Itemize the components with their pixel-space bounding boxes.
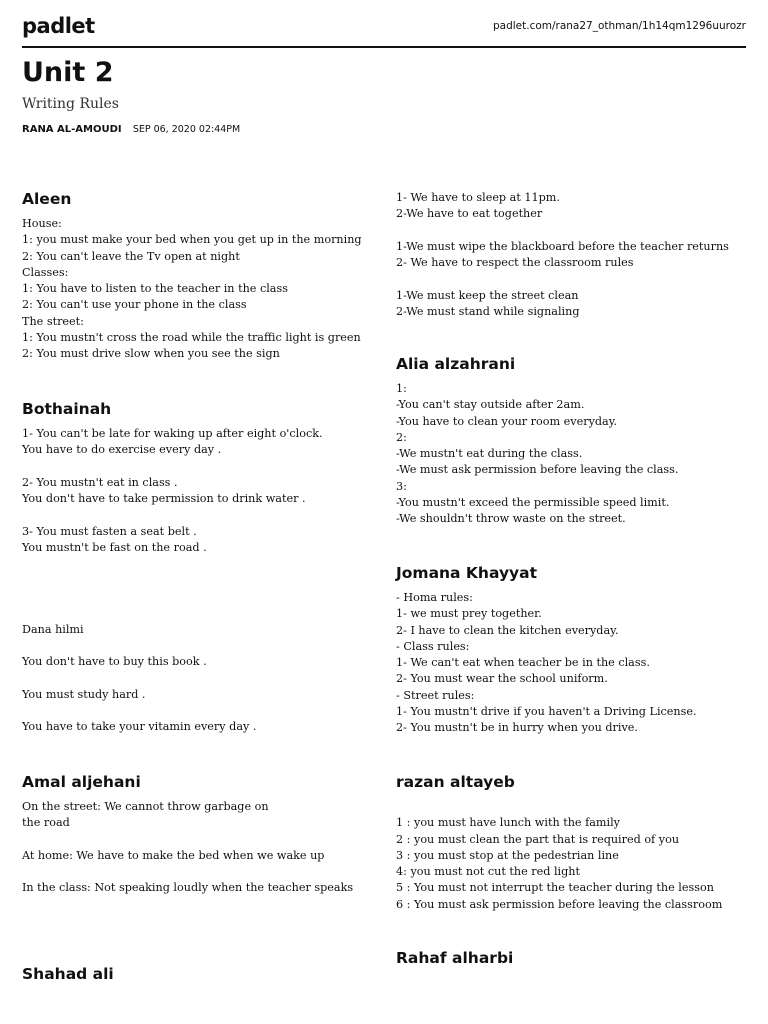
post-card[interactable] bbox=[22, 965, 372, 991]
post-line-blank bbox=[22, 507, 372, 523]
post-card[interactable] bbox=[396, 564, 746, 737]
post-card[interactable] bbox=[396, 949, 746, 975]
post-line: 2 : you must clean the part that is required of you bbox=[396, 832, 680, 846]
post-line: 3: bbox=[396, 479, 407, 493]
post-line: 1- You mustn't drive if you haven't a Driving License. bbox=[396, 705, 697, 719]
post-date: SEP 06, 2020 02:44PM bbox=[132, 124, 241, 135]
post-line-blank bbox=[22, 605, 372, 621]
post-line: -We must ask permission before leaving the class. bbox=[396, 463, 679, 477]
post-card[interactable] bbox=[22, 773, 372, 897]
post-line: 2- I have to clean the kitchen everyday. bbox=[396, 623, 619, 637]
post-line: 1- we must prey together. bbox=[396, 607, 542, 621]
post-line-blank bbox=[22, 670, 372, 686]
post-line: You must study hard . bbox=[22, 687, 146, 701]
post-line: 1: you must make your bed when you get up in the morning bbox=[22, 233, 362, 247]
board-title: Unit 2 bbox=[22, 57, 114, 88]
post-line-blank bbox=[396, 799, 746, 815]
post-line: House: bbox=[22, 217, 62, 230]
post-line: 1 : you must have lunch with the family bbox=[396, 816, 620, 830]
post-line-blank bbox=[22, 459, 372, 475]
post-line-blank bbox=[22, 638, 372, 654]
post-line: In the class: Not speaking loudly when the teacher speaks bbox=[22, 881, 354, 895]
post-line-blank bbox=[22, 589, 372, 605]
post-title: Amal aljehani bbox=[22, 773, 141, 791]
post-line: 3- You must fasten a seat belt . bbox=[22, 524, 197, 538]
post-line: At home: We have to make the bed when we wake up bbox=[22, 848, 325, 862]
post-card[interactable] bbox=[22, 400, 372, 736]
post-line: - Street rules: bbox=[396, 688, 475, 702]
post-line: On the street: We cannot throw garbage on bbox=[22, 800, 269, 813]
post-line: the road bbox=[22, 816, 70, 830]
post-line: 2- You mustn't be in hurry when you drive. bbox=[396, 721, 638, 735]
post-title: Aleen bbox=[22, 190, 72, 208]
post-line: 1-We must keep the street clean bbox=[396, 288, 579, 302]
post-line-blank bbox=[22, 573, 372, 589]
post-card[interactable] bbox=[396, 773, 746, 913]
post-line: You don't have to buy this book . bbox=[22, 655, 207, 669]
top-bar bbox=[22, 12, 746, 48]
post-line: 1- We can't eat when teacher be in the class. bbox=[396, 656, 650, 670]
post-line: 2: You must drive slow when you see the sign bbox=[22, 347, 280, 361]
post-line: 2-We must stand while signaling bbox=[396, 305, 580, 319]
post-line: - Class rules: bbox=[396, 639, 470, 653]
post-line: 3 : you must stop at the pedestrian line bbox=[396, 848, 619, 862]
post-line: 1- We have to sleep at 11pm. bbox=[396, 191, 560, 204]
post-card[interactable] bbox=[396, 355, 746, 528]
padlet-logo[interactable]: padlet bbox=[22, 14, 95, 38]
post-line: -We mustn't eat during the class. bbox=[396, 447, 583, 461]
post-line: 4: you must not cut the red light bbox=[396, 865, 580, 879]
post-title: Bothainah bbox=[22, 400, 112, 418]
post-title: Alia alzahrani bbox=[396, 355, 516, 373]
post-line: 2- You must wear the school uniform. bbox=[396, 672, 608, 686]
post-body bbox=[22, 426, 372, 736]
post-line: 1: You mustn't cross the road while the traffic light is green bbox=[22, 331, 361, 345]
post-line: You have to take your vitamin every day . bbox=[22, 720, 257, 734]
post-line: 1-We must wipe the blackboard before the teacher returns bbox=[396, 239, 729, 253]
post-line: 1: bbox=[396, 382, 407, 395]
post-line: -You mustn't exceed the permissible speed limit. bbox=[396, 496, 670, 510]
post-line: -You can't stay outside after 2am. bbox=[396, 398, 585, 412]
post-line: The street: bbox=[22, 314, 84, 328]
post-line: 5 : You must not interrupt the teacher during the lesson bbox=[396, 881, 714, 895]
post-line-blank bbox=[396, 271, 746, 287]
post-line: 6 : You must ask permission before leaving the classroom bbox=[396, 897, 723, 911]
post-title: razan altayeb bbox=[396, 773, 515, 791]
board-meta bbox=[22, 124, 240, 135]
post-line-blank bbox=[22, 556, 372, 572]
post-line: 2: bbox=[396, 430, 407, 444]
post-line: 2: You can't use your phone in the class bbox=[22, 298, 247, 312]
post-line: 2- We have to respect the classroom rules bbox=[396, 256, 634, 270]
author-name: RANA AL-AMOUDI bbox=[22, 124, 122, 135]
post-line: You mustn't be fast on the road . bbox=[22, 541, 207, 555]
post-title: Jomana Khayyat bbox=[396, 564, 538, 582]
post-line: Classes: bbox=[22, 265, 69, 279]
post-line: 2-We have to eat together bbox=[396, 207, 543, 221]
post-line: You don't have to take permission to drink water . bbox=[22, 492, 306, 506]
post-body bbox=[396, 381, 746, 528]
post-line: Dana hilmi bbox=[22, 622, 84, 636]
post-card[interactable] bbox=[22, 190, 372, 363]
post-line-blank bbox=[22, 832, 372, 848]
post-body bbox=[22, 799, 372, 897]
post-line-blank bbox=[22, 703, 372, 719]
post-card[interactable] bbox=[396, 190, 746, 320]
board-url[interactable]: padlet.com/rana27_othman/1h14qm1296uurozr bbox=[492, 20, 746, 32]
post-line: - Homa rules: bbox=[396, 591, 473, 604]
post-body bbox=[22, 216, 372, 363]
post-body bbox=[396, 799, 746, 913]
post-line: You have to do exercise every day . bbox=[22, 443, 222, 457]
post-body bbox=[396, 590, 746, 737]
post-line: 1- You can't be late for waking up after eight o'clock. bbox=[22, 427, 323, 440]
post-title: Rahaf alharbi bbox=[396, 949, 514, 967]
post-line: 2- You mustn't eat in class . bbox=[22, 475, 178, 489]
post-line-blank bbox=[22, 864, 372, 880]
post-title: Shahad ali bbox=[22, 965, 114, 983]
post-line: -You have to clean your room everyday. bbox=[396, 414, 618, 428]
post-line: 2: You can't leave the Tv open at night bbox=[22, 249, 240, 263]
post-line: 1: You have to listen to the teacher in the class bbox=[22, 282, 288, 296]
post-line: -We shouldn't throw waste on the street. bbox=[396, 512, 626, 526]
post-line-blank bbox=[396, 223, 746, 239]
post-body bbox=[396, 190, 746, 320]
board-subtitle: Writing Rules bbox=[22, 96, 119, 112]
